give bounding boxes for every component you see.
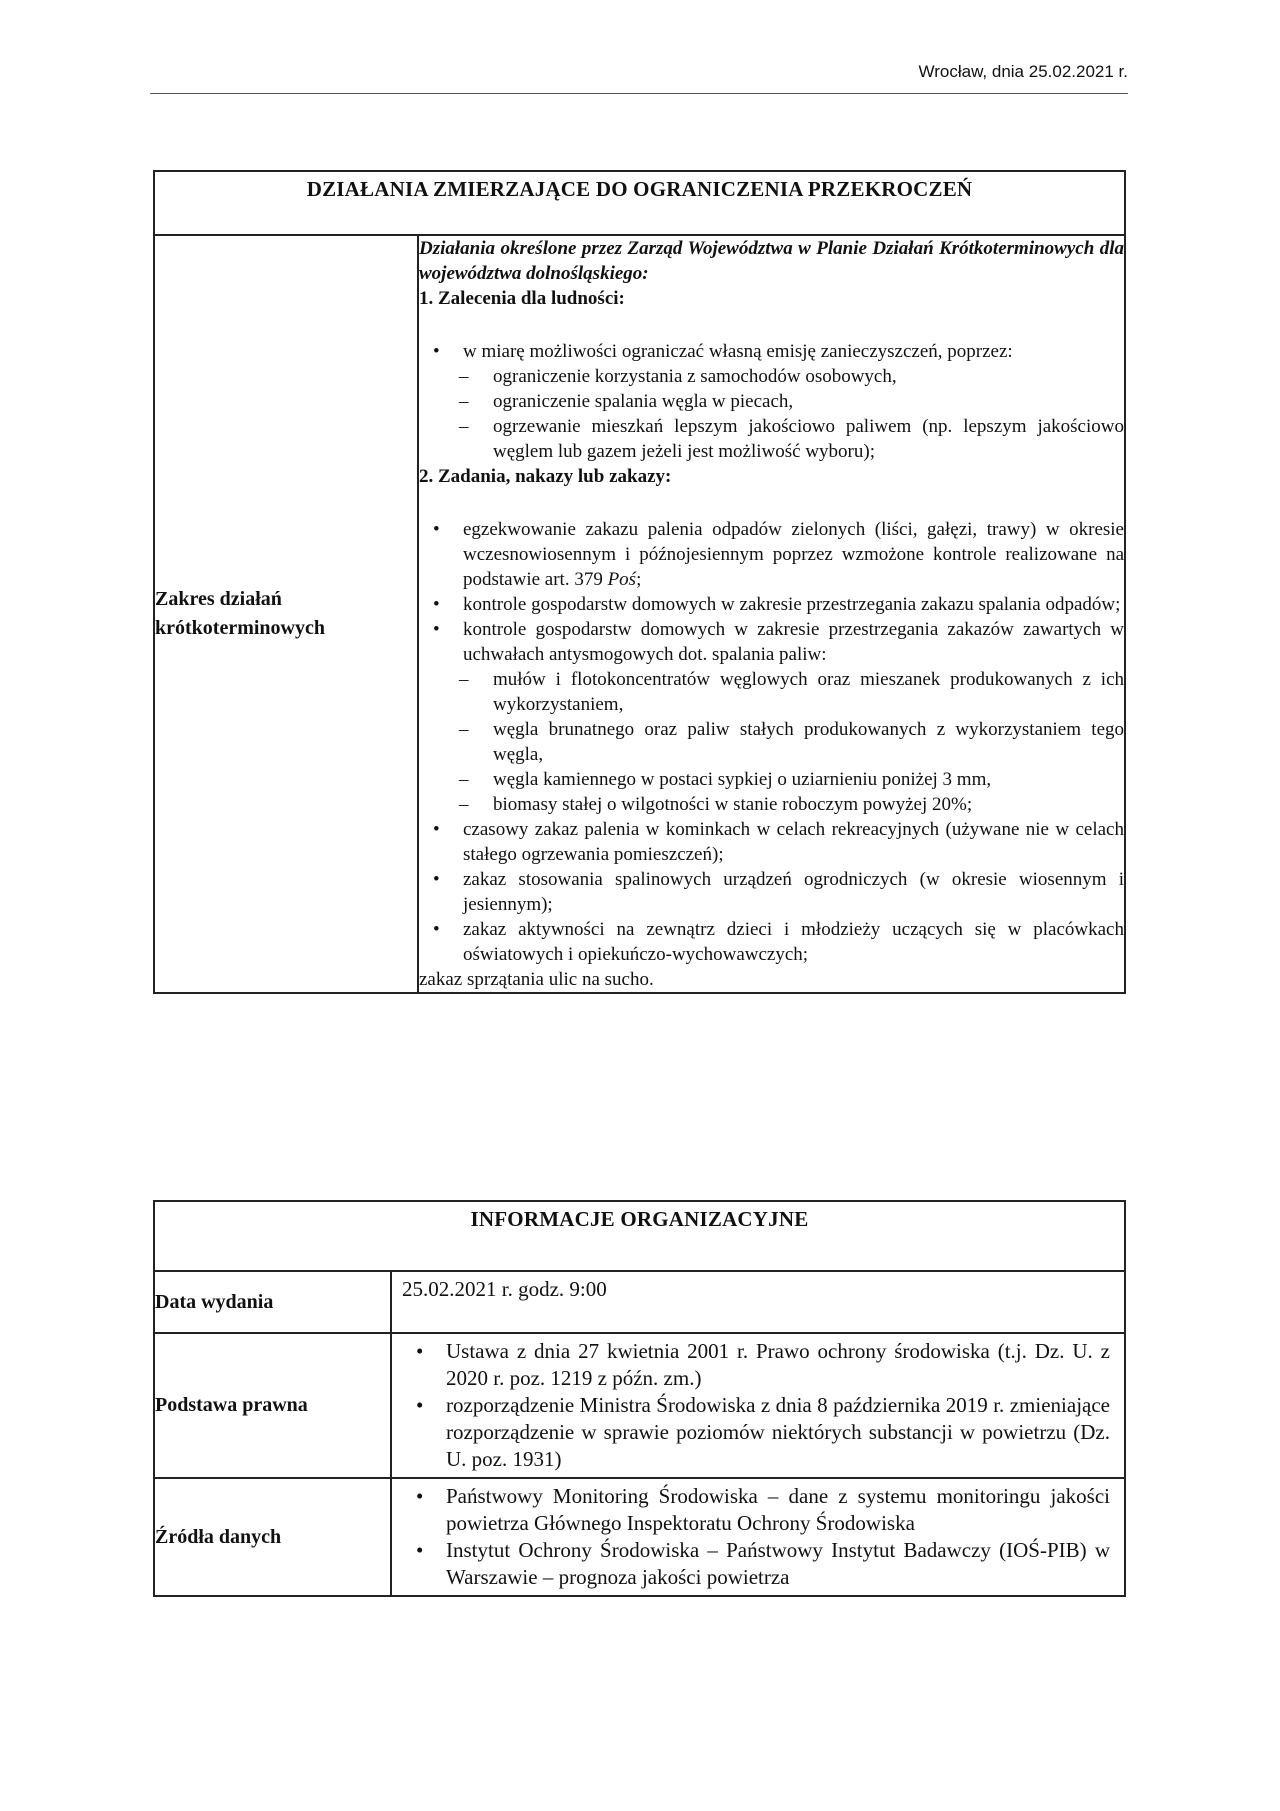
section-2-heading: 2. Zadania, nakazy lub zakazy: (419, 466, 672, 487)
spacer (419, 311, 1124, 339)
list-item-text: ograniczenie korzystania z samochodów osobowych, (493, 366, 897, 387)
list-item-text: węgla brunatnego oraz paliw stałych produkowanych z wykorzystaniem tego węgla, (493, 719, 1124, 765)
list-item-text: kontrole gospodarstw domowych w zakresie przestrzegania zakazu spalania odpadów; (463, 594, 1121, 615)
data-sources-label: Źródła danych (154, 1478, 391, 1596)
bullet-icon: • (416, 1484, 424, 1508)
list-item (402, 1537, 1110, 1591)
list-item-text: biomasy stałej o wilgotności w stanie roboczym powyżej 20%; (493, 794, 973, 815)
bullet-icon: • (433, 819, 440, 840)
list-item (419, 717, 1124, 767)
bullet-icon: • (433, 594, 440, 615)
measures-intro: Działania określone przez Zarząd Województwa w Planie Działań Krótkoterminowych dla województwa dolnośląskiego: (419, 238, 1124, 284)
list-item (419, 867, 1124, 917)
dash-icon: – (459, 794, 469, 815)
list-item-text: ogrzewanie mieszkań lepszym jakościowo paliwem (np. lepszym jakościowo węglem lub gazem jeżeli jest możliwość wyboru); (493, 416, 1124, 462)
list-item-text: zakaz stosowania spalinowych urządzeń ogrodniczych (w okresie wiosennym i jesiennym); (463, 869, 1124, 915)
list-item (419, 792, 1124, 817)
bullet-icon: • (416, 1538, 424, 1562)
list-item (419, 339, 1124, 364)
spacer (419, 489, 1124, 517)
dash-icon: – (459, 719, 469, 740)
org-info-table (153, 1200, 1126, 1597)
list-item (419, 767, 1124, 792)
bullet-icon: • (433, 619, 440, 640)
bullet-icon: • (433, 519, 440, 540)
section-2-sublist (419, 667, 1124, 817)
measures-title: DZIAŁANIA ZMIERZAJĄCE DO OGRANICZENIA PRZEKROCZEŃ (154, 171, 1125, 235)
measures-content (418, 235, 1125, 993)
bullet-icon: • (416, 1339, 424, 1363)
header-divider (150, 93, 1128, 94)
list-item (419, 389, 1124, 414)
issue-date-value: 25.02.2021 r. godz. 9:00 (391, 1271, 1125, 1333)
dash-icon: – (459, 391, 469, 412)
bullet-icon: • (416, 1393, 424, 1417)
bullet-icon: • (433, 919, 440, 940)
list-item-text: Ustawa z dnia 27 kwietnia 2001 r. Prawo ochrony środowiska (t.j. Dz. U. z 2020 r. poz. 1219 z późn. zm.) (446, 1339, 1110, 1390)
list-item (419, 917, 1124, 967)
list-item-text: egzekwowanie zakazu palenia odpadów zielonych (liści, gałęzi, trawy) w okresie wczesnowiosennym i późnojesiennym poprzez wzmożone kontrole realizowane na podstawie art. 379 (463, 519, 1124, 590)
measures-table (153, 170, 1126, 994)
list-item-text: Instytut Ochrony Środowiska – Państwowy Instytut Badawczy (IOŚ-PIB) w Warszawie – prognoza jakości powietrza (446, 1538, 1110, 1589)
closing-line: zakaz sprzątania ulic na sucho. (419, 969, 654, 990)
bullet-icon: • (433, 869, 440, 890)
list-item (419, 364, 1124, 389)
list-item-text: Państwowy Monitoring Środowiska – dane z systemu monitoringu jakości powietrza Głównego Inspektoratu Ochrony Środowiska (446, 1484, 1110, 1535)
list-item-text: ograniczenie spalania węgla w piecach, (493, 391, 794, 412)
list-item-text: mułów i flotokoncentratów węglowych oraz mieszanek produkowanych z ich wykorzystaniem, (493, 669, 1124, 715)
dash-icon: – (459, 769, 469, 790)
dash-icon: – (459, 669, 469, 690)
list-item-text: zakaz aktywności na zewnątrz dzieci i młodzieży uczących się w placówkach oświatowych i opiekuńczo-wychowawczych; (463, 919, 1124, 965)
section-1-heading: 1. Zalecenia dla ludności: (419, 288, 625, 309)
list-item-text: węgla kamiennego w postaci sypkiej o uziarnieniu poniżej 3 mm, (493, 769, 992, 790)
dash-icon: – (459, 366, 469, 387)
list-item-text: czasowy zakaz palenia w kominkach w celach rekreacyjnych (używane nie w celach stałego ogrzewania pomieszczeń); (463, 819, 1124, 865)
legal-basis-label: Podstawa prawna (154, 1333, 391, 1478)
legal-act-abbrev: Poś (607, 569, 637, 590)
legal-basis-list (402, 1338, 1110, 1473)
data-sources-list (402, 1483, 1110, 1591)
section-1-sublist (419, 364, 1124, 464)
list-item (402, 1392, 1110, 1473)
section-2-list-cont (419, 817, 1124, 967)
place-and-date: Wrocław, dnia 25.02.2021 r. (918, 62, 1128, 81)
list-item (419, 667, 1124, 717)
data-sources-content (391, 1478, 1125, 1596)
section-2-list (419, 517, 1124, 667)
org-title: INFORMACJE ORGANIZACYJNE (154, 1201, 1125, 1271)
dash-icon: – (459, 416, 469, 437)
list-item (419, 817, 1124, 867)
measures-label: Zakres działań krótkoterminowych (154, 235, 418, 993)
section-1-list (419, 339, 1124, 364)
list-item (402, 1483, 1110, 1537)
bullet-icon: • (433, 341, 440, 362)
list-item (402, 1338, 1110, 1392)
list-item (419, 617, 1124, 667)
list-item-text: rozporządzenie Ministra Środowiska z dnia 8 października 2019 r. zmieniające rozporządzenie w sprawie poziomów niektórych substancji w powietrzu (Dz. U. poz. 1931) (446, 1393, 1110, 1471)
list-item (419, 414, 1124, 464)
list-item-text: kontrole gospodarstw domowych w zakresie przestrzegania zakazów zawartych w uchwałach antysmogowych dot. spalania paliw: (463, 619, 1124, 665)
issue-date-label: Data wydania (154, 1271, 391, 1333)
legal-basis-content (391, 1333, 1125, 1478)
list-item-punct: ; (636, 569, 642, 590)
list-item-text: w miarę możliwości ograniczać własną emisję zanieczyszczeń, poprzez: (463, 341, 1013, 362)
list-item (419, 517, 1124, 592)
list-item (419, 592, 1124, 617)
